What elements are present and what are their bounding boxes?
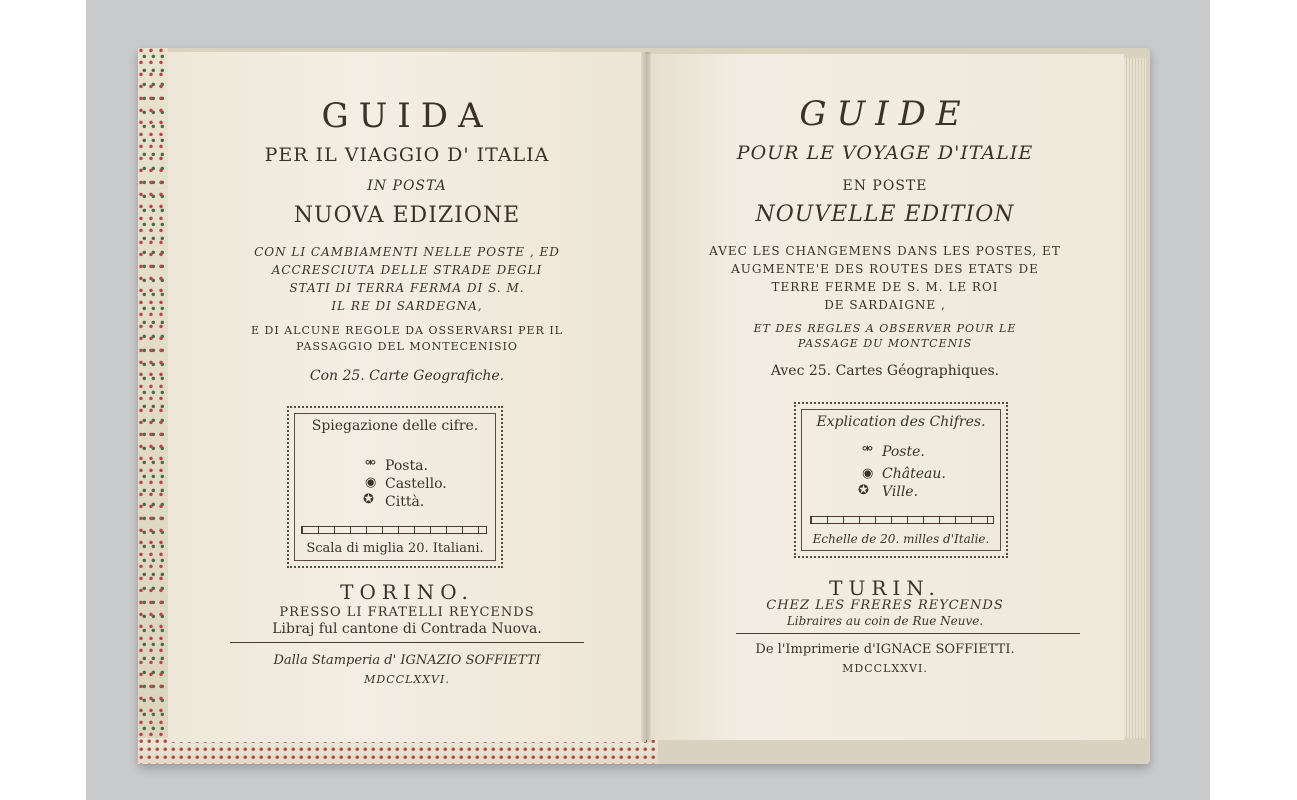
left-legend-title: Spiegazione delle cifre.: [311, 418, 479, 434]
posta-symbol-icon: ⚮: [365, 456, 376, 471]
right-maps-note: Avec 25. Cartes Géographiques.: [770, 363, 1000, 379]
left-title: GUIDA: [321, 96, 493, 136]
page-edges: [1124, 58, 1146, 738]
right-legend-poste: Poste.: [882, 444, 925, 460]
poste-symbol-icon: ⚮: [862, 442, 873, 457]
right-legend-chateau: Château.: [882, 466, 946, 482]
open-book: [138, 48, 1150, 764]
left-maps-note: Con 25. Carte Geografiche.: [309, 368, 505, 384]
left-shop: Libraj ful cantone di Contrada Nuova.: [272, 621, 542, 637]
left-rules-line-2: PASSAGGIO DEL MONTECENISIO: [296, 340, 518, 353]
right-desc-line-1: AVEC LES CHANGEMENS DANS LES POSTES, ET: [709, 244, 1061, 258]
right-rules-line-1: ET DES REGLES A OBSERVER POUR LE: [753, 322, 1017, 335]
left-year: MDCCLXXVI.: [364, 673, 450, 686]
left-in-posta: IN POSTA: [367, 178, 447, 194]
right-year: MDCCLXXVI.: [842, 662, 928, 675]
right-printer: De l'Imprimerie d'IGNACE SOFFIETTI.: [755, 642, 1015, 657]
right-desc-line-3: TERRE FERME DE S. M. LE ROI: [771, 280, 999, 294]
left-legend-castello: Castello.: [385, 476, 447, 492]
right-desc-line-4: DE SARDAIGNE ,: [824, 298, 946, 312]
left-legend-citta: Città.: [385, 494, 425, 510]
right-subtitle: POUR LE VOYAGE D'ITALIE: [736, 142, 1034, 164]
left-ornament-rule: [230, 642, 584, 643]
marbled-spine-edge: [138, 48, 168, 764]
left-printer: Dalla Stamperia d' IGNAZIO SOFFIETTI: [273, 653, 541, 668]
right-desc-line-2: AUGMENTE'E DES ROUTES DES ETATS DE: [731, 262, 1039, 276]
ville-symbol-icon: ✪: [858, 483, 869, 498]
left-edition: NUOVA EDIZIONE: [293, 203, 521, 228]
right-publisher: CHEZ LES FRERES REYCENDS: [766, 598, 1004, 613]
left-scale-label: Scala di miglia 20. Italiani.: [306, 541, 484, 556]
left-legend-posta: Posta.: [385, 458, 428, 474]
right-city: TURIN.: [829, 576, 941, 600]
left-desc-line-4: IL RE DI SARDEGNA,: [331, 299, 483, 313]
right-scale-bar: [810, 516, 994, 524]
left-publisher: PRESSO LI FRATELLI REYCENDS: [279, 605, 535, 620]
right-legend-box: [794, 402, 1008, 558]
left-city: TORINO.: [340, 580, 474, 604]
right-en-poste: EN POSTE: [842, 178, 928, 194]
castello-symbol-icon: ◉: [365, 475, 377, 490]
left-desc-line-2: ACCRESCIUTA DELLE STRADE DEGLI: [271, 263, 543, 277]
left-desc-line-1: CON LI CAMBIAMENTI NELLE POSTE , ED: [254, 245, 560, 259]
right-shop: Libraires au coin de Rue Neuve.: [786, 614, 984, 628]
right-rules-line-2: PASSAGE DU MONTCENIS: [797, 337, 973, 350]
left-desc-line-3: STATI DI TERRA FERMA DI S. M.: [289, 281, 525, 295]
right-legend-title: Explication des Chifres.: [816, 414, 986, 430]
right-scale-label: Echelle de 20. milles d'Italie.: [812, 532, 990, 546]
left-legend-box: [287, 406, 503, 568]
left-subtitle: PER IL VIAGGIO D' ITALIA: [264, 144, 550, 166]
left-scale-bar: [301, 526, 487, 534]
right-legend-ville: Ville.: [882, 484, 919, 500]
right-edition: NOUVELLE EDITION: [755, 202, 1015, 227]
citta-symbol-icon: ✪: [363, 492, 374, 507]
right-title: GUIDE: [799, 94, 971, 134]
left-rules-line-1: E DI ALCUNE REGOLE DA OSSERVARSI PER IL: [251, 324, 563, 337]
right-ornament-rule: [736, 633, 1080, 634]
chateau-symbol-icon: ◉: [862, 466, 874, 481]
